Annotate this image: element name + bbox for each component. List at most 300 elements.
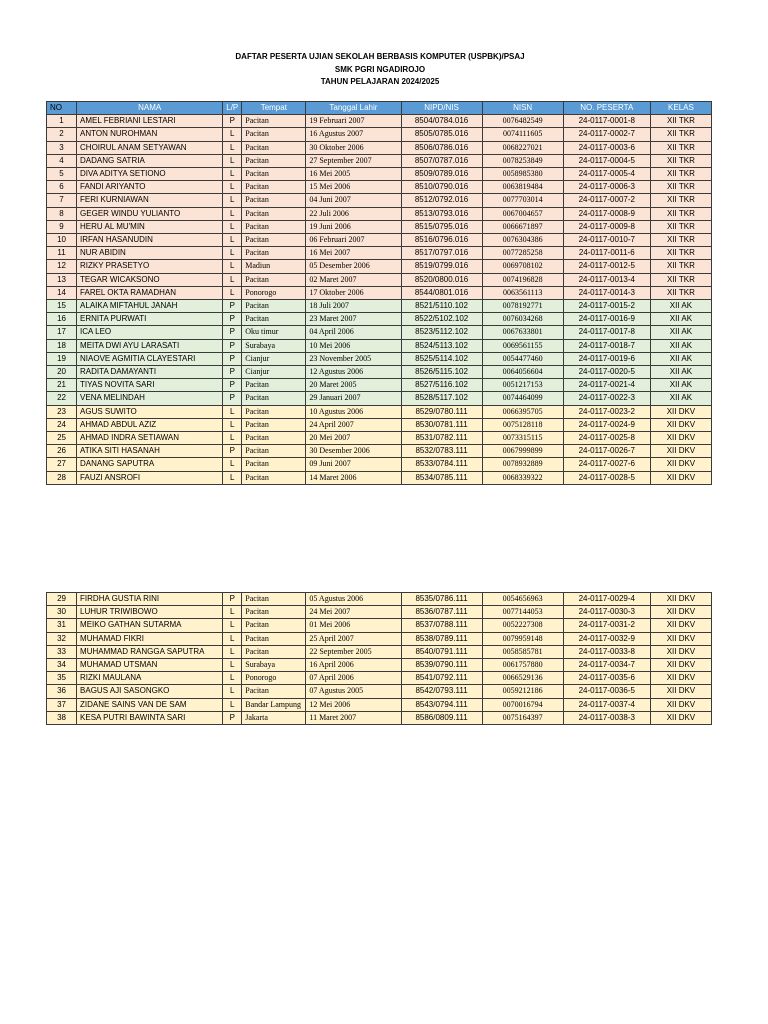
cell-no: 27 (47, 458, 77, 471)
table-row (47, 632, 712, 645)
table-row (47, 685, 712, 698)
cell-nisn: 0058585781 (482, 645, 563, 658)
cell-nisn: 0054477460 (482, 352, 563, 365)
cell-no-peserta: 24-0117-0028-5 (563, 471, 650, 484)
cell-lp: P (223, 711, 242, 724)
cell-no-peserta: 24-0117-0007-2 (563, 194, 650, 207)
cell-nipd-nis: 8505/0785.016 (401, 128, 482, 141)
cell-nipd-nis: 8530/0781.111 (401, 418, 482, 431)
cell-lp: P (223, 313, 242, 326)
cell-tanggal-lahir: 15 Mei 2006 (306, 181, 401, 194)
table-row (47, 405, 712, 418)
cell-nisn: 0074111605 (482, 128, 563, 141)
table-row (47, 260, 712, 273)
cell-nipd-nis: 8519/0799.016 (401, 260, 482, 273)
cell-tanggal-lahir: 22 Juli 2006 (306, 207, 401, 220)
cell-tanggal-lahir: 16 April 2006 (306, 659, 401, 672)
table-row (47, 339, 712, 352)
cell-lp: L (223, 458, 242, 471)
cell-lp: L (223, 154, 242, 167)
cell-lp: P (223, 115, 242, 128)
cell-kelas: XII TKR (650, 273, 711, 286)
cell-no: 3 (47, 141, 77, 154)
cell-lp: P (223, 392, 242, 405)
cell-no: 7 (47, 194, 77, 207)
cell-nama: MEITA DWI AYU LARASATI (77, 339, 223, 352)
cell-no-peserta: 24-0117-0016-9 (563, 313, 650, 326)
table-row (47, 326, 712, 339)
cell-lp: L (223, 632, 242, 645)
cell-nisn: 0076304386 (482, 234, 563, 247)
col-header-kelas: KELAS (650, 102, 711, 115)
cell-tempat: Pacitan (242, 619, 306, 632)
cell-no-peserta: 24-0117-0038-3 (563, 711, 650, 724)
col-header-lp: L/P (223, 102, 242, 115)
cell-tempat: Pacitan (242, 181, 306, 194)
table-row (47, 300, 712, 313)
cell-no: 25 (47, 432, 77, 445)
cell-tanggal-lahir: 11 Maret 2007 (306, 711, 401, 724)
cell-no-peserta: 24-0117-0032-9 (563, 632, 650, 645)
cell-nipd-nis: 8527/5116.102 (401, 379, 482, 392)
cell-nisn: 0075128118 (482, 418, 563, 431)
cell-lp: P (223, 593, 242, 606)
cell-tanggal-lahir: 16 Agustus 2007 (306, 128, 401, 141)
cell-tempat: Surabaya (242, 339, 306, 352)
cell-tempat: Pacitan (242, 432, 306, 445)
cell-nama: NUR ABIDIN (77, 247, 223, 260)
cell-nisn: 0052227308 (482, 619, 563, 632)
cell-tanggal-lahir: 01 Mei 2006 (306, 619, 401, 632)
table-row (47, 471, 712, 484)
cell-no: 21 (47, 379, 77, 392)
cell-nisn: 0058985380 (482, 168, 563, 181)
cell-tempat: Pacitan (242, 445, 306, 458)
table-row (47, 207, 712, 220)
cell-nama: ERNITA PURWATI (77, 313, 223, 326)
cell-lp: L (223, 659, 242, 672)
cell-nama: VENA MELINDAH (77, 392, 223, 405)
table-row (47, 220, 712, 233)
table-row (47, 247, 712, 260)
cell-kelas: XII DKV (650, 672, 711, 685)
cell-tempat: Madiun (242, 260, 306, 273)
cell-tempat: Jakarta (242, 711, 306, 724)
cell-no: 29 (47, 593, 77, 606)
cell-tempat: Cianjur (242, 352, 306, 365)
cell-nama: KESA PUTRI BAWINTA SARI (77, 711, 223, 724)
cell-nipd-nis: 8528/5117.102 (401, 392, 482, 405)
cell-tanggal-lahir: 09 Juni 2007 (306, 458, 401, 471)
cell-nipd-nis: 8533/0784.111 (401, 458, 482, 471)
cell-tanggal-lahir: 10 Agustus 2006 (306, 405, 401, 418)
cell-no: 14 (47, 286, 77, 299)
cell-tempat: Pacitan (242, 273, 306, 286)
cell-nisn: 0051217153 (482, 379, 563, 392)
cell-kelas: XII AK (650, 339, 711, 352)
cell-lp: L (223, 286, 242, 299)
cell-no-peserta: 24-0117-0035-6 (563, 672, 650, 685)
cell-no-peserta: 24-0117-0036-5 (563, 685, 650, 698)
cell-nisn: 0076034268 (482, 313, 563, 326)
table-row (47, 194, 712, 207)
cell-nipd-nis: 8522/5102.102 (401, 313, 482, 326)
cell-no-peserta: 24-0117-0018-7 (563, 339, 650, 352)
cell-tanggal-lahir: 14 Maret 2006 (306, 471, 401, 484)
cell-tanggal-lahir: 12 Mei 2006 (306, 698, 401, 711)
table-row (47, 141, 712, 154)
cell-nisn: 0054656963 (482, 593, 563, 606)
cell-kelas: XII DKV (650, 645, 711, 658)
cell-nama: BAGUS AJI SASONGKO (77, 685, 223, 698)
cell-kelas: XII DKV (650, 418, 711, 431)
cell-nisn: 0076482549 (482, 115, 563, 128)
cell-lp: L (223, 128, 242, 141)
cell-kelas: XII DKV (650, 593, 711, 606)
cell-kelas: XII TKR (650, 220, 711, 233)
cell-lp: L (223, 606, 242, 619)
cell-tempat: Pacitan (242, 313, 306, 326)
cell-nipd-nis: 8542/0793.111 (401, 685, 482, 698)
cell-tanggal-lahir: 19 Februari 2007 (306, 115, 401, 128)
cell-nama: MUHAMAD FIKRI (77, 632, 223, 645)
cell-nipd-nis: 8537/0788.111 (401, 619, 482, 632)
cell-tempat: Pacitan (242, 220, 306, 233)
cell-lp: L (223, 685, 242, 698)
cell-no-peserta: 24-0117-0012-5 (563, 260, 650, 273)
document-heading (0, 51, 760, 89)
cell-lp: P (223, 379, 242, 392)
cell-no-peserta: 24-0117-0034-7 (563, 659, 650, 672)
cell-nama: AMEL FEBRIANI LESTARI (77, 115, 223, 128)
cell-lp: L (223, 181, 242, 194)
cell-nipd-nis: 8534/0785.111 (401, 471, 482, 484)
cell-kelas: XII TKR (650, 141, 711, 154)
cell-no: 6 (47, 181, 77, 194)
cell-nipd-nis: 8532/0783.111 (401, 445, 482, 458)
cell-nipd-nis: 8543/0794.111 (401, 698, 482, 711)
cell-nipd-nis: 8517/0797.016 (401, 247, 482, 260)
cell-no: 36 (47, 685, 77, 698)
cell-tanggal-lahir: 05 Desember 2006 (306, 260, 401, 273)
cell-kelas: XII TKR (650, 207, 711, 220)
table-row (47, 672, 712, 685)
col-header-no: NO (47, 102, 77, 115)
cell-nisn: 0069708102 (482, 260, 563, 273)
table-header-row (47, 102, 712, 115)
cell-nisn: 0077703014 (482, 194, 563, 207)
cell-nama: MUHAMMAD RANGGA SAPUTRA (77, 645, 223, 658)
cell-tanggal-lahir: 17 Oktober 2006 (306, 286, 401, 299)
cell-nipd-nis: 8504/0784.016 (401, 115, 482, 128)
cell-nisn: 0066671897 (482, 220, 563, 233)
cell-nipd-nis: 8536/0787.111 (401, 606, 482, 619)
cell-kelas: XII TKR (650, 194, 711, 207)
cell-tempat: Pacitan (242, 154, 306, 167)
table-row (47, 418, 712, 431)
cell-nama: RIZKY PRASETYO (77, 260, 223, 273)
cell-tanggal-lahir: 20 Mei 2007 (306, 432, 401, 445)
academic-year: TAHUN PELAJARAN 2024/2025 (320, 77, 440, 86)
cell-no-peserta: 24-0117-0005-4 (563, 168, 650, 181)
cell-kelas: XII TKR (650, 260, 711, 273)
cell-kelas: XII TKR (650, 286, 711, 299)
cell-tempat: Pacitan (242, 645, 306, 658)
cell-kelas: XII AK (650, 300, 711, 313)
table-row (47, 606, 712, 619)
table-row (47, 286, 712, 299)
cell-lp: L (223, 273, 242, 286)
cell-nama: ALAIKA MIFTAHUL JANAH (77, 300, 223, 313)
cell-nama: DIVA ADITYA SETIONO (77, 168, 223, 181)
cell-tempat: Pacitan (242, 685, 306, 698)
cell-no: 38 (47, 711, 77, 724)
cell-tanggal-lahir: 30 Oktober 2006 (306, 141, 401, 154)
cell-kelas: XII TKR (650, 234, 711, 247)
cell-kelas: XII DKV (650, 445, 711, 458)
col-header-nama: NAMA (77, 102, 223, 115)
cell-tempat: Pacitan (242, 300, 306, 313)
cell-no: 4 (47, 154, 77, 167)
cell-lp: L (223, 645, 242, 658)
cell-nama: FAUZI ANSROFI (77, 471, 223, 484)
cell-tanggal-lahir: 19 Juni 2006 (306, 220, 401, 233)
cell-lp: L (223, 672, 242, 685)
cell-tanggal-lahir: 24 April 2007 (306, 418, 401, 431)
cell-nisn: 0061757880 (482, 659, 563, 672)
cell-tempat: Pacitan (242, 471, 306, 484)
cell-nisn: 0074464099 (482, 392, 563, 405)
cell-nama: NIAOVE AGMITIA CLAYESTARI (77, 352, 223, 365)
cell-no-peserta: 24-0117-0023-2 (563, 405, 650, 418)
col-header-nisn: NISN (482, 102, 563, 115)
cell-lp: L (223, 220, 242, 233)
cell-nipd-nis: 8515/0795.016 (401, 220, 482, 233)
cell-no-peserta: 24-0117-0009-8 (563, 220, 650, 233)
cell-no: 37 (47, 698, 77, 711)
cell-nisn: 0078192771 (482, 300, 563, 313)
cell-nama: IRFAN HASANUDIN (77, 234, 223, 247)
cell-no-peserta: 24-0117-0027-6 (563, 458, 650, 471)
cell-nama: ZIDANE SAINS VAN DE SAM (77, 698, 223, 711)
cell-nama: ICA LEO (77, 326, 223, 339)
table-row (47, 115, 712, 128)
cell-nama: AGUS SUWITO (77, 405, 223, 418)
table-row (47, 698, 712, 711)
cell-kelas: XII DKV (650, 606, 711, 619)
cell-nisn: 0074196828 (482, 273, 563, 286)
cell-tempat: Pacitan (242, 234, 306, 247)
cell-no-peserta: 24-0117-0019-6 (563, 352, 650, 365)
cell-lp: P (223, 366, 242, 379)
cell-nama: ANTON NUROHMAN (77, 128, 223, 141)
cell-kelas: XII TKR (650, 128, 711, 141)
cell-tanggal-lahir: 04 April 2006 (306, 326, 401, 339)
cell-nipd-nis: 8506/0786.016 (401, 141, 482, 154)
cell-nisn: 0077285258 (482, 247, 563, 260)
cell-nama: CHOIRUL ANAM SETYAWAN (77, 141, 223, 154)
cell-kelas: XII AK (650, 379, 711, 392)
cell-no: 18 (47, 339, 77, 352)
cell-kelas: XII AK (650, 313, 711, 326)
cell-nipd-nis: 8526/5115.102 (401, 366, 482, 379)
cell-no-peserta: 24-0117-0030-3 (563, 606, 650, 619)
cell-no: 9 (47, 220, 77, 233)
cell-nisn: 0075164397 (482, 711, 563, 724)
cell-nama: DADANG SATRIA (77, 154, 223, 167)
col-header-no-peserta: NO. PESERTA (563, 102, 650, 115)
cell-nisn: 0066529136 (482, 672, 563, 685)
table-row (47, 659, 712, 672)
cell-nipd-nis: 8541/0792.111 (401, 672, 482, 685)
document-title: DAFTAR PESERTA UJIAN SEKOLAH BERBASIS KOMPUTER (USPBK)/PSAJ (235, 52, 525, 61)
cell-no-peserta: 24-0117-0017-8 (563, 326, 650, 339)
cell-nama: GEGER WINDU YULIANTO (77, 207, 223, 220)
cell-nama: FERI KURNIAWAN (77, 194, 223, 207)
cell-kelas: XII DKV (650, 471, 711, 484)
cell-kelas: XII AK (650, 392, 711, 405)
cell-no-peserta: 24-0117-0008-9 (563, 207, 650, 220)
cell-nipd-nis: 8523/5112.102 (401, 326, 482, 339)
cell-kelas: XII DKV (650, 698, 711, 711)
cell-kelas: XII AK (650, 326, 711, 339)
cell-no: 13 (47, 273, 77, 286)
cell-nama: HERU AL MU'MIN (77, 220, 223, 233)
cell-no-peserta: 24-0117-0014-3 (563, 286, 650, 299)
table-row (47, 181, 712, 194)
cell-tempat: Oku timur (242, 326, 306, 339)
cell-lp: L (223, 141, 242, 154)
table-row (47, 392, 712, 405)
participant-table-continued (46, 592, 712, 725)
participant-table-body (47, 115, 712, 485)
cell-kelas: XII DKV (650, 458, 711, 471)
cell-lp: P (223, 339, 242, 352)
cell-tempat: Bandar Lampung (242, 698, 306, 711)
cell-tanggal-lahir: 12 Agustus 2006 (306, 366, 401, 379)
cell-lp: L (223, 234, 242, 247)
cell-nipd-nis: 8586/0809.111 (401, 711, 482, 724)
cell-tanggal-lahir: 07 April 2006 (306, 672, 401, 685)
cell-nisn: 0079959148 (482, 632, 563, 645)
cell-lp: L (223, 698, 242, 711)
table-row (47, 352, 712, 365)
cell-nipd-nis: 8507/0787.016 (401, 154, 482, 167)
cell-tanggal-lahir: 07 Agustus 2005 (306, 685, 401, 698)
table-row (47, 379, 712, 392)
cell-tempat: Pacitan (242, 392, 306, 405)
cell-lp: P (223, 445, 242, 458)
table-row (47, 711, 712, 724)
col-header-tanggal-lahir: Tanggal Lahir (306, 102, 401, 115)
cell-nama: TIYAS NOVITA SARI (77, 379, 223, 392)
cell-no-peserta: 24-0117-0004-5 (563, 154, 650, 167)
cell-kelas: XII TKR (650, 247, 711, 260)
cell-nisn: 0078253849 (482, 154, 563, 167)
cell-nipd-nis: 8509/0789.016 (401, 168, 482, 181)
cell-no-peserta: 24-0117-0031-2 (563, 619, 650, 632)
cell-nama: MEIKO GATHAN SUTARMA (77, 619, 223, 632)
cell-no: 17 (47, 326, 77, 339)
cell-nipd-nis: 8521/5110.102 (401, 300, 482, 313)
cell-kelas: XII DKV (650, 632, 711, 645)
cell-tanggal-lahir: 16 Mei 2007 (306, 247, 401, 260)
table-row (47, 128, 712, 141)
cell-no-peserta: 24-0117-0037-4 (563, 698, 650, 711)
cell-no: 2 (47, 128, 77, 141)
cell-no: 33 (47, 645, 77, 658)
table-row (47, 445, 712, 458)
cell-tempat: Pacitan (242, 632, 306, 645)
cell-tanggal-lahir: 10 Mei 2006 (306, 339, 401, 352)
col-header-tempat: Tempat (242, 102, 306, 115)
table-row (47, 313, 712, 326)
cell-nisn: 0073315115 (482, 432, 563, 445)
cell-nama: LUHUR TRIWIBOWO (77, 606, 223, 619)
cell-no-peserta: 24-0117-0024-9 (563, 418, 650, 431)
cell-nipd-nis: 8529/0780.111 (401, 405, 482, 418)
cell-nisn: 0067004657 (482, 207, 563, 220)
cell-lp: L (223, 432, 242, 445)
cell-no-peserta: 24-0117-0020-5 (563, 366, 650, 379)
cell-no-peserta: 24-0117-0033-8 (563, 645, 650, 658)
cell-tanggal-lahir: 18 Juli 2007 (306, 300, 401, 313)
cell-kelas: XII AK (650, 352, 711, 365)
cell-no-peserta: 24-0117-0003-6 (563, 141, 650, 154)
cell-tempat: Ponorogo (242, 286, 306, 299)
cell-nipd-nis: 8539/0790.111 (401, 659, 482, 672)
cell-nama: MUHAMAD UTSMAN (77, 659, 223, 672)
cell-kelas: XII DKV (650, 685, 711, 698)
cell-tempat: Pacitan (242, 593, 306, 606)
cell-nama: FAREL OKTA RAMADHAN (77, 286, 223, 299)
cell-tanggal-lahir: 23 November 2005 (306, 352, 401, 365)
cell-nisn: 0063819484 (482, 181, 563, 194)
cell-no: 12 (47, 260, 77, 273)
cell-nisn: 0078932889 (482, 458, 563, 471)
cell-kelas: XII DKV (650, 711, 711, 724)
cell-kelas: XII TKR (650, 181, 711, 194)
cell-tanggal-lahir: 05 Agustus 2006 (306, 593, 401, 606)
cell-tanggal-lahir: 16 Mei 2005 (306, 168, 401, 181)
table-row (47, 619, 712, 632)
cell-lp: L (223, 471, 242, 484)
cell-no-peserta: 24-0117-0006-3 (563, 181, 650, 194)
participant-table-continued-body (47, 593, 712, 725)
cell-tempat: Pacitan (242, 194, 306, 207)
cell-nama: AHMAD ABDUL AZIZ (77, 418, 223, 431)
cell-nipd-nis: 8524/5113.102 (401, 339, 482, 352)
cell-kelas: XII DKV (650, 405, 711, 418)
cell-tanggal-lahir: 29 Januari 2007 (306, 392, 401, 405)
cell-no: 23 (47, 405, 77, 418)
cell-nipd-nis: 8513/0793.016 (401, 207, 482, 220)
cell-lp: P (223, 326, 242, 339)
cell-no: 26 (47, 445, 77, 458)
cell-nama: RIZKI MAULANA (77, 672, 223, 685)
cell-tempat: Surabaya (242, 659, 306, 672)
cell-tempat: Pacitan (242, 405, 306, 418)
col-header-nipd-nis: NIPD/NIS (401, 102, 482, 115)
cell-tanggal-lahir: 20 Maret 2005 (306, 379, 401, 392)
cell-nisn: 0059212186 (482, 685, 563, 698)
cell-nipd-nis: 8544/0801.016 (401, 286, 482, 299)
participant-table (46, 101, 712, 485)
cell-nama: TEGAR WICAKSONO (77, 273, 223, 286)
table-row (47, 168, 712, 181)
cell-tanggal-lahir: 25 April 2007 (306, 632, 401, 645)
cell-no: 28 (47, 471, 77, 484)
